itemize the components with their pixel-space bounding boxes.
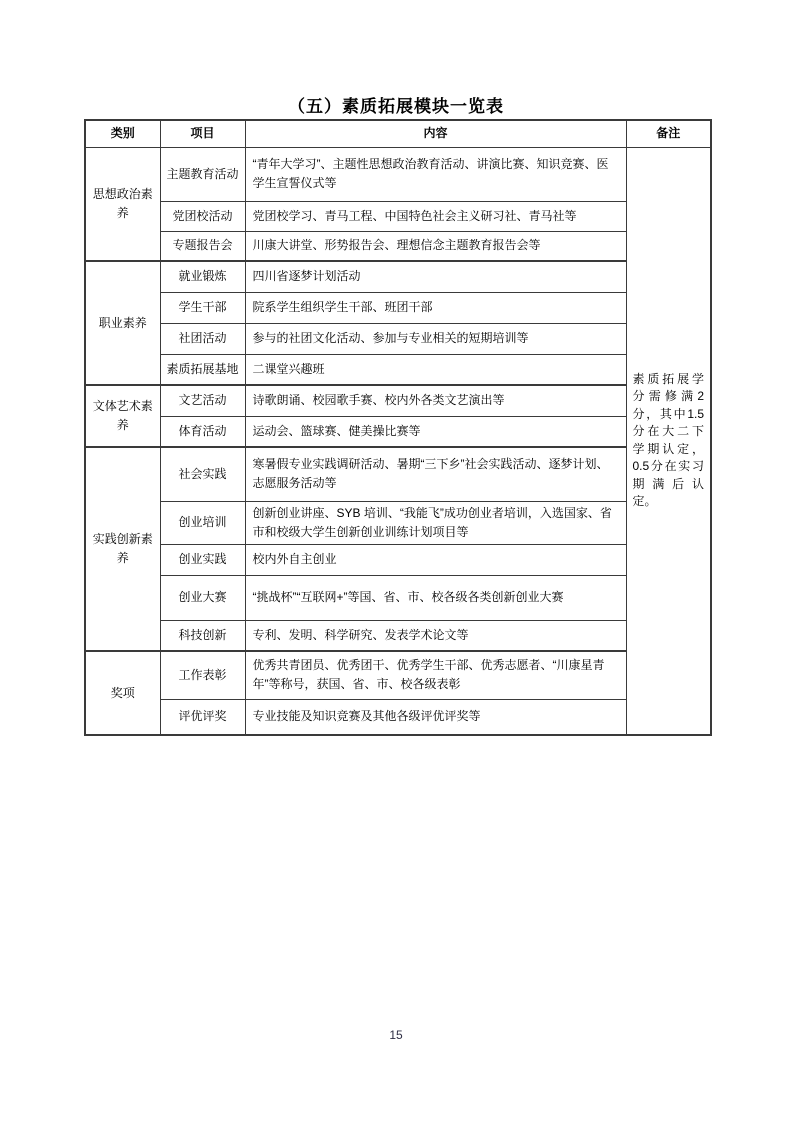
content-cell: “挑战杯”“互联网+”等国、省、市、校各级各类创新创业大赛 [245,575,626,620]
header-project: 项目 [160,120,245,147]
table-row [85,699,711,735]
project-cell: 体育活动 [160,416,245,447]
page-number: 15 [389,1028,403,1042]
category-cell: 奖项 [85,651,160,735]
table-row [85,292,711,323]
project-cell: 社团活动 [160,323,245,354]
project-cell: 文艺活动 [160,385,245,416]
table-row [85,385,711,416]
content-cell: 寒暑假专业实践调研活动、暑期“三下乡”社会实践活动、逐梦计划、志愿服务活动等 [245,447,626,501]
category-cell: 文体艺术素养 [85,385,160,447]
project-cell: 素质拓展基地 [160,354,245,385]
content-cell: 院系学生组织学生干部、班团干部 [245,292,626,323]
table-row [85,261,711,292]
table-row [85,147,711,201]
content-cell: “青年大学习”、主题性思想政治教育活动、讲演比赛、知识竞赛、医学生宣誓仪式等 [245,147,626,201]
project-cell: 专题报告会 [160,231,245,261]
project-cell: 就业锻炼 [160,261,245,292]
project-cell: 创业大赛 [160,575,245,620]
content-cell: 诗歌朗诵、校园歌手赛、校内外各类文艺演出等 [245,385,626,416]
project-cell: 创业实践 [160,544,245,575]
page-title: （五）素质拓展模块一览表 [288,97,504,116]
project-cell: 创业培训 [160,501,245,544]
project-cell: 主题教育活动 [160,147,245,201]
project-cell: 工作表彰 [160,651,245,699]
content-cell: 二课堂兴趣班 [245,354,626,385]
category-cell: 实践创新素养 [85,447,160,651]
table-row [85,575,711,620]
project-cell: 学生干部 [160,292,245,323]
project-cell: 科技创新 [160,620,245,651]
category-cell: 职业素养 [85,261,160,385]
content-cell: 参与的社团文化活动、参加与专业相关的短期培训等 [245,323,626,354]
table-row [85,416,711,447]
table-row [85,651,711,699]
project-cell: 社会实践 [160,447,245,501]
content-cell: 校内外自主创业 [245,544,626,575]
header-remark: 备注 [626,120,711,147]
table-row [85,201,711,231]
content-cell: 创新创业讲座、SYB 培训、“我能飞”成功创业者培训，入选国家、省市和校级大学生创新创业训练计划项目等 [245,501,626,544]
project-cell: 党团校活动 [160,201,245,231]
table-row [85,447,711,501]
table-header-row [85,120,711,147]
table-row [85,354,711,385]
table-row [85,544,711,575]
content-cell: 四川省逐梦计划活动 [245,261,626,292]
table-row [85,231,711,261]
content-cell: 专业技能及知识竞赛及其他各级评优评奖等 [245,699,626,735]
table-row [85,501,711,544]
content-cell: 优秀共青团员、优秀团干、优秀学生干部、优秀志愿者、“川康星青年”等称号，获国、省、市、校各级表彰 [245,651,626,699]
category-cell: 思想政治素养 [85,147,160,261]
quality-expansion-table [84,119,712,736]
content-cell: 专利、发明、科学研究、发表学术论文等 [245,620,626,651]
remark-cell: 素质拓展学分需修满2分，其中1.5分在大二下学期认定，0.5分在实习期满后认定。 [626,147,711,735]
content-cell: 川康大讲堂、形势报告会、理想信念主题教育报告会等 [245,231,626,261]
content-cell: 党团校学习、青马工程、中国特色社会主义研习社、青马社等 [245,201,626,231]
content-cell: 运动会、篮球赛、健美操比赛等 [245,416,626,447]
header-content: 内容 [245,120,626,147]
project-cell: 评优评奖 [160,699,245,735]
header-category: 类别 [85,120,160,147]
table-row [85,620,711,651]
table-row [85,323,711,354]
